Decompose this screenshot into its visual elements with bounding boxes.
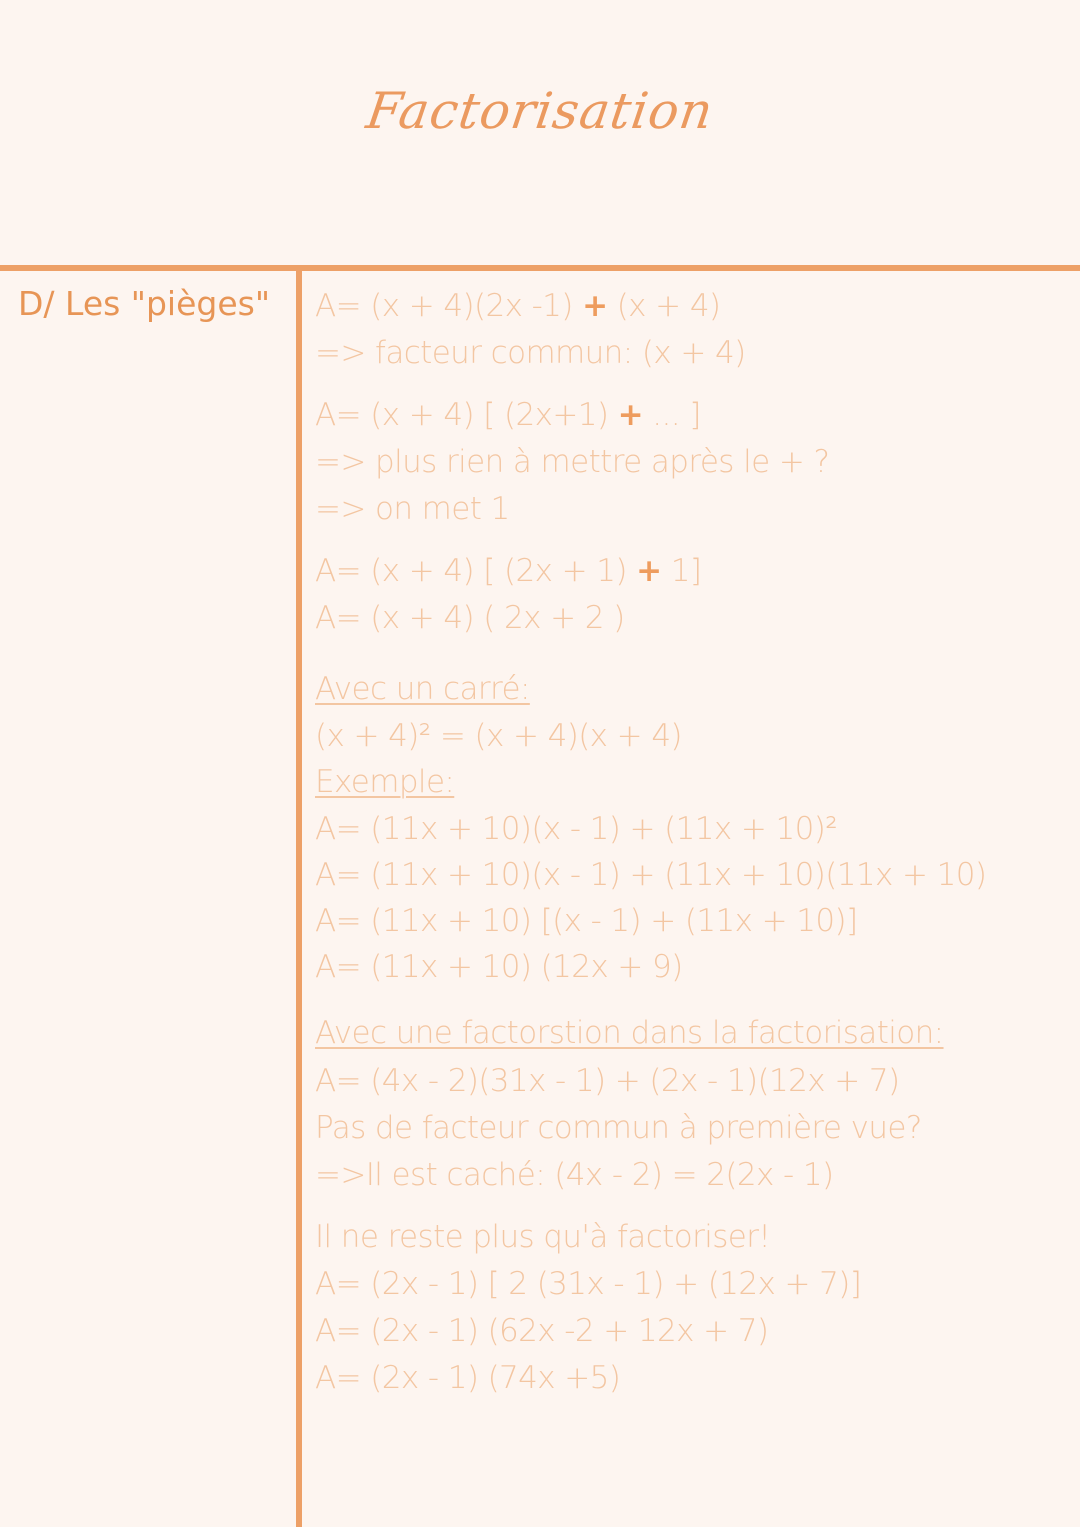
equation-line: A= (2x - 1) [ 2 (31x - 1) + (12x + 7)] — [315, 1266, 862, 1302]
subheading-nested: Avec une factorstion dans la factorisation: — [315, 1015, 944, 1051]
equation-line: A= (11x + 10)(x - 1) + (11x + 10)² — [315, 811, 838, 847]
equation-line: A= (2x - 1) (62x -2 + 12x + 7) — [315, 1313, 769, 1349]
equation-text: A= (x + 4) [ (2x+1) — [315, 397, 618, 433]
note-line: => facteur commun: (x + 4) — [315, 335, 746, 371]
equation-line: A= (11x + 10) [(x - 1) + (11x + 10)] — [315, 903, 858, 939]
equation-text: 1] — [661, 553, 702, 589]
equation-text: ... ] — [642, 397, 701, 433]
section-heading: D/ Les "pièges" — [18, 284, 271, 323]
equation-text: A= (x + 4) [ (2x + 1) — [315, 553, 637, 589]
note-line: => on met 1 — [315, 491, 510, 527]
plus-sign: + — [582, 288, 608, 324]
identity-line: (x + 4)² = (x + 4)(x + 4) — [315, 718, 682, 754]
note-line: Il ne reste plus qu'à factoriser! — [315, 1219, 771, 1255]
example-label: Exemple: — [315, 764, 455, 800]
horizontal-divider — [0, 265, 1080, 271]
equation-text: (x + 4) — [607, 288, 721, 324]
equation-line — [315, 551, 701, 591]
subheading-square: Avec un carré: — [315, 671, 530, 707]
plus-sign: + — [617, 397, 643, 433]
equation-line: A= (4x - 2)(31x - 1) + (2x - 1)(12x + 7) — [315, 1063, 900, 1099]
equation-text: A= (x + 4)(2x -1) — [315, 288, 583, 324]
equation-line: A= (11x + 10)(x - 1) + (11x + 10)(11x + 10) — [315, 857, 987, 893]
vertical-divider — [296, 268, 302, 1527]
equation-line: A= (x + 4) ( 2x + 2 ) — [315, 600, 625, 636]
equation-line: A= (11x + 10) (12x + 9) — [315, 949, 683, 985]
note-line: =>Il est caché: (4x - 2) = 2(2x - 1) — [315, 1157, 834, 1193]
note-line: => plus rien à mettre après le + ? — [315, 444, 830, 480]
note-line: Pas de facteur commun à première vue? — [315, 1110, 922, 1146]
page-title: Factorisation — [362, 82, 718, 140]
equation-line — [315, 286, 720, 326]
equation-line: A= (2x - 1) (74x +5) — [315, 1360, 621, 1396]
plus-sign: + — [636, 553, 662, 589]
equation-line — [315, 395, 701, 435]
